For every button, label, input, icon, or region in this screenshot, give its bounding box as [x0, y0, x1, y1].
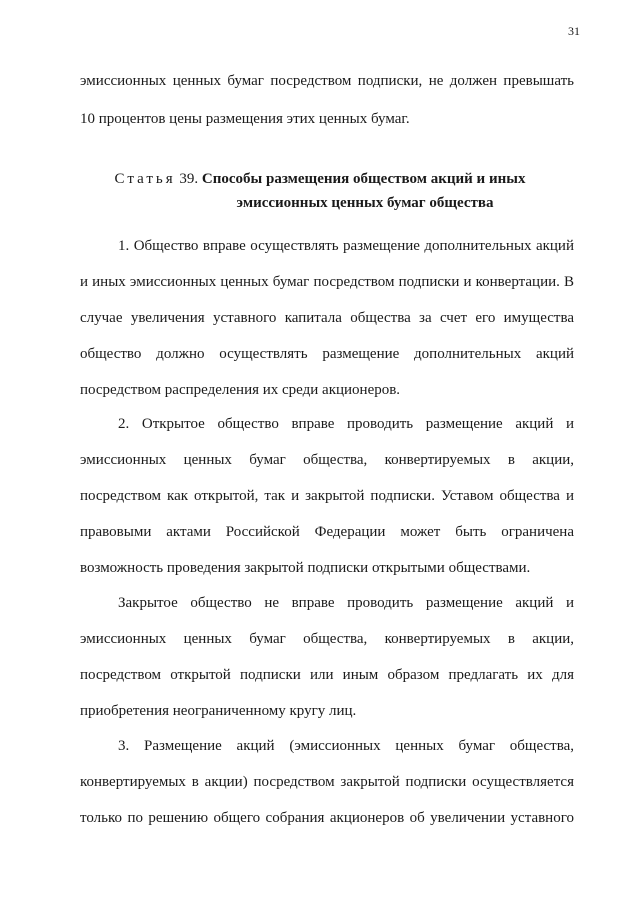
- text-line: посредством как открытой, так и закрытой подписки. Уставом общества и: [80, 488, 574, 504]
- article-prefix: Статья: [114, 171, 176, 187]
- text-line: возможность проведения закрытой подписки открытыми обществами.: [80, 560, 531, 576]
- article-heading: [0, 170, 640, 188]
- text-line: правовыми актами Российской Федерации может быть ограничена: [80, 524, 574, 540]
- text-line: эмиссионных ценных бумаг посредством подписки, не должен превышать: [80, 73, 574, 89]
- text-line: случае увеличения уставного капитала общества за счет его имущества: [80, 310, 574, 326]
- text-line: эмиссионных ценных бумаг общества, конвертируемых в акции,: [80, 452, 574, 468]
- text-line: Закрытое общество не вправе проводить размещение акций и: [118, 595, 574, 611]
- article-title-line-2: эмиссионных ценных бумаг общества: [236, 195, 494, 211]
- text-line: и иных эмиссионных ценных бумаг посредством подписки и конвертации. В: [80, 274, 574, 290]
- text-line: 10 процентов цены размещения этих ценных бумаг.: [80, 111, 410, 127]
- text-line: только по решению общего собрания акционеров об увеличении уставного: [80, 810, 574, 826]
- text-line: эмиссионных ценных бумаг общества, конвертируемых в акции,: [80, 631, 574, 647]
- text-line: 3. Размещение акций (эмиссионных ценных бумаг общества,: [118, 738, 574, 754]
- article-title-line-1: Способы размещения обществом акций и иных: [201, 171, 526, 187]
- text-line: конвертируемых в акции) посредством закрытой подписки осуществляется: [80, 774, 574, 790]
- text-line: посредством распределения их среди акционеров.: [80, 382, 401, 398]
- text-line: общество должно осуществлять размещение дополнительных акций: [80, 346, 574, 362]
- page-number: 31: [568, 24, 580, 38]
- article-heading-continued: [0, 194, 640, 212]
- text-line: 1. Общество вправе осуществлять размещение дополнительных акций: [118, 238, 574, 254]
- text-line: приобретения неограниченному кругу лиц.: [80, 703, 357, 719]
- text-line: 2. Открытое общество вправе проводить размещение акций и: [118, 416, 574, 432]
- text-line: посредством открытой подписки или иным образом предлагать их для: [80, 667, 574, 683]
- article-number: 39.: [179, 171, 199, 187]
